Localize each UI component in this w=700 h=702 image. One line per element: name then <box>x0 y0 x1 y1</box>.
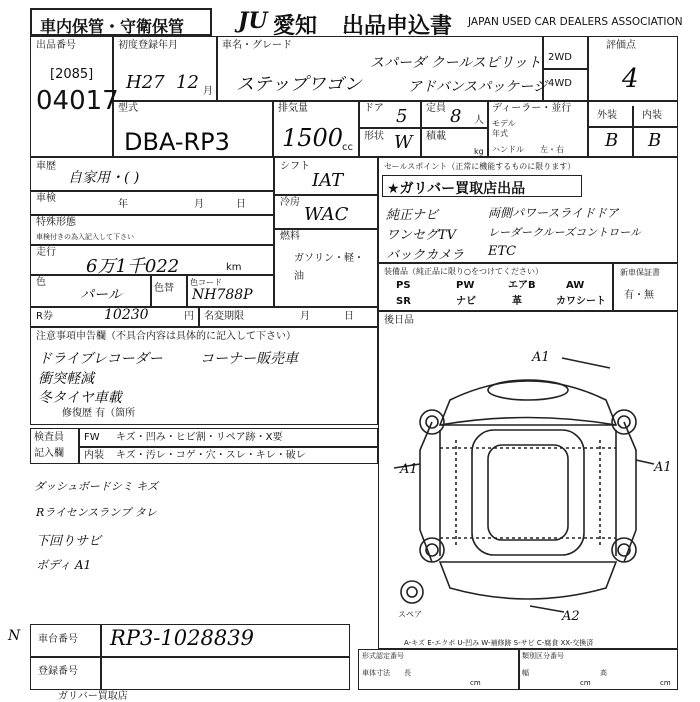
inspector-fw: FW <box>84 432 100 443</box>
interior-label: 内装 <box>642 110 662 121</box>
fuel-label: 燃料 <box>280 231 300 242</box>
inspection-day: 日 <box>236 199 246 210</box>
cert-width-cm: cm <box>580 679 591 687</box>
mileage-value: 6万1千022 <box>86 256 180 277</box>
inspection-month: 月 <box>194 199 204 210</box>
registration-month-unit: 月 <box>203 86 213 97</box>
chassis-value: RP3-1028839 <box>110 626 254 650</box>
body-shape-label: 形状 <box>364 131 384 142</box>
history-value: 自家用・( ) <box>68 170 140 186</box>
registration-label: 初度登録年月 <box>118 40 178 51</box>
doors-value: 5 <box>396 106 408 127</box>
footer-text: ガリバー買取店 <box>58 691 128 702</box>
after-photo-label: 後日品 <box>384 315 414 326</box>
cert-label-1: 形式認定番号 <box>362 652 404 660</box>
mileage-unit: km <box>226 262 242 273</box>
inspector-line-3: 下回りサビ <box>36 534 102 549</box>
inspector-line-2: Rライセンスランプ タレ <box>36 506 157 519</box>
cert-height-cm: cm <box>660 679 671 687</box>
equip-navi: ナビ <box>456 296 476 307</box>
notes-label: 注意事項申告欄（不具合内容は具体的に記入して下さい） <box>36 331 296 342</box>
gulliver-banner: ★ガリバー買取店出品 <box>387 181 526 197</box>
note-line-2: コーナー販売車 <box>200 351 298 367</box>
mileage-label: 走行 <box>36 247 56 258</box>
equip-ps: PS <box>396 280 411 291</box>
model-name-label: 車名・グレード <box>222 40 292 51</box>
model-code-value: DBA-RP3 <box>124 128 230 156</box>
color-change-label: 色替 <box>154 283 174 294</box>
equip-sr: SR <box>396 296 411 307</box>
rating-label: 評価点 <box>606 40 636 51</box>
dealer-label: ディーラー・並行 <box>492 103 572 114</box>
selling-point-2: 両側パワースライドドア <box>488 206 619 220</box>
equip-airbag: エアB <box>508 280 536 291</box>
damage-mark-rear: A2 <box>562 609 580 624</box>
ju-logo: JU <box>238 8 268 34</box>
fuel-options: ガソリン・軽・油 <box>294 253 364 282</box>
shift-label: シフト <box>280 161 310 172</box>
car-name: ステップワゴン <box>236 74 362 95</box>
inspector-line-4: ボディ A1 <box>36 558 92 572</box>
body-shape-value: W <box>394 132 413 153</box>
dealer-year-label: 年式 <box>492 129 508 138</box>
rating-value: 4 <box>622 64 639 94</box>
ac-label: 冷房 <box>280 197 300 208</box>
repair-history: 修復歴 有（箇所 <box>62 408 136 419</box>
color-code-value: NH788P <box>192 287 253 303</box>
dealer-handle-value: 左・右 <box>540 145 564 154</box>
chassis-label: 車台番号 <box>38 634 78 645</box>
drive-4wd: 4WD <box>548 78 572 89</box>
equip-power-seat: カワシート <box>556 296 606 307</box>
damage-legend: A-キズ E-エクボ U-凹み W-補修跡 S-サビ C-腐食 XX-交換済 <box>404 639 594 647</box>
storage-badge: 車内保管・守衛保管 <box>40 17 185 36</box>
interior-value: B <box>648 130 662 151</box>
damage-mark-front: A1 <box>532 350 550 365</box>
note-line-4: 冬タイヤ車載 <box>38 390 122 406</box>
exterior-label: 外装 <box>597 110 617 121</box>
cert-long-cm: cm <box>470 679 481 687</box>
selling-point-3: ワンセグTV <box>386 228 457 243</box>
capacity-unit: 人 <box>474 115 484 126</box>
equipment-label: 装備品（純正品に限り○をつけてください） <box>384 267 543 276</box>
inspection-year: 年 <box>118 199 128 210</box>
displacement-unit: cc <box>342 142 353 153</box>
damage-mark-right: A1 <box>654 460 672 475</box>
doors-label: ドア <box>364 103 384 114</box>
r-ticket-value: 10230 <box>104 307 149 323</box>
inspector-interior-text: キズ・汚レ・コゲ・穴・スレ・キレ・破レ <box>116 450 306 461</box>
car-damage-diagram <box>380 330 676 630</box>
note-line-1: ドライブレコーダー <box>38 351 163 367</box>
lot-number: 04017 <box>36 86 119 116</box>
equip-leather: 革 <box>512 296 522 307</box>
spare-label: スペア <box>398 610 422 619</box>
displacement-label: 排気量 <box>278 103 308 114</box>
cert-height: 高 <box>600 669 607 677</box>
color-value: パール <box>80 287 122 303</box>
capacity-label: 定員 <box>426 103 446 114</box>
drive-2wd: 2WD <box>548 52 572 63</box>
margin-mark: N <box>8 628 21 644</box>
cert-width: 幅 <box>522 669 529 677</box>
exterior-value: B <box>605 130 619 151</box>
load-label: 積載 <box>426 131 446 142</box>
registration-month: 12 <box>176 72 199 93</box>
selling-point-5: バックカメラ <box>386 248 465 263</box>
logo-place: 愛知 <box>273 14 318 39</box>
shift-value: IAT <box>312 170 344 191</box>
inspector-interior: 内装 <box>84 450 104 461</box>
grade-line-2: アドバンスパッケージ <box>408 79 548 95</box>
selling-point-6: ETC <box>488 244 517 259</box>
selling-point-1: 純正ナビ <box>386 208 439 223</box>
selling-point-4: レーダークルーズコントロール <box>488 226 641 239</box>
gulliver-banner-box <box>382 175 582 197</box>
dealer-handle-label: ハンドル <box>492 145 524 154</box>
equip-pw: PW <box>456 280 475 291</box>
inspector-line-1: ダッシュボードシミ キズ <box>34 480 159 493</box>
cert-label-3: 車体寸法 <box>362 669 390 677</box>
special-note: 車検付きの為入記入して下さい <box>36 233 134 241</box>
inspector-fw-text: キズ・凹み・ヒビ割・リペア跡・X要 <box>116 432 283 443</box>
special-label: 特殊形態 <box>36 217 76 228</box>
name-change-label: 名変期限 <box>204 311 244 322</box>
ac-value: WAC <box>304 204 349 225</box>
association-name: JAPAN USED CAR DEALERS ASSOCIATION <box>468 16 683 28</box>
equip-aw: AW <box>566 280 585 291</box>
registration-year: H27 <box>126 72 165 93</box>
load-unit: kg <box>474 147 484 156</box>
grade-line-1: スパーダ クールスピリット <box>370 55 542 71</box>
model-code-label: 型式 <box>118 103 138 114</box>
lot-label: 出品番号 <box>36 40 76 51</box>
r-ticket-unit: 円 <box>184 311 194 322</box>
dealer-model-label: モデル <box>492 119 516 128</box>
storage-badge-box <box>30 8 212 36</box>
color-label: 色 <box>36 277 46 288</box>
selling-points-label: セールスポイント（正常に機能するものに限ります） <box>384 162 576 171</box>
name-change-day: 日 <box>344 311 354 322</box>
history-label: 車歴 <box>36 161 56 172</box>
displacement-value: 1500 <box>282 124 344 152</box>
cert-label-2: 類別区分番号 <box>522 652 564 660</box>
cert-long: 長 <box>404 669 411 677</box>
warranty-options: 有・無 <box>624 290 654 301</box>
damage-mark-left: A1 <box>400 462 418 477</box>
color-code-label: 色コード <box>190 278 222 287</box>
reg-number-label: 登録番号 <box>38 666 78 677</box>
new-warranty-label: 新車保証書 <box>620 268 660 277</box>
inspection-label: 車検 <box>36 193 56 204</box>
inspector-label-2: 記入欄 <box>34 448 64 459</box>
capacity-value: 8 <box>450 106 462 127</box>
r-ticket-label: R券 <box>36 311 53 322</box>
lot-sub-number: [2085] <box>50 67 94 82</box>
form-title: 出品申込書 <box>342 14 453 39</box>
note-line-3: 衝突軽減 <box>38 371 94 387</box>
inspector-label-1: 検査員 <box>34 432 64 443</box>
name-change-month: 月 <box>300 311 310 322</box>
